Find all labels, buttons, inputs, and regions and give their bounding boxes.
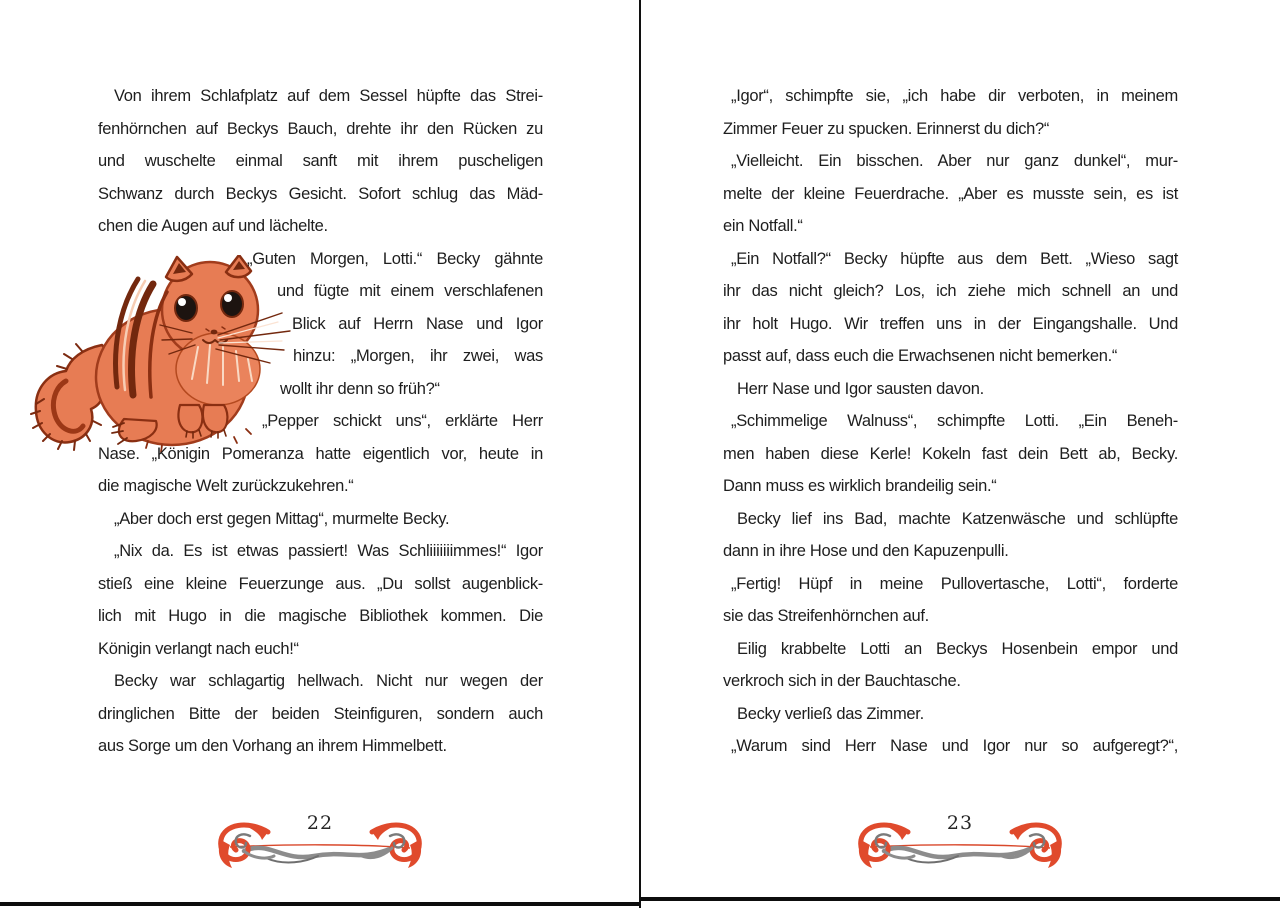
- text-line: „Igor“, schimpfte sie, „ich habe dir verboten, in meinem: [731, 87, 1178, 105]
- text-line: „Nix da. Es ist etwas passiert! Was Schliiiiiiimmes!“ Igor: [114, 542, 543, 560]
- text-line: Herr Nase und Igor sausten davon.: [737, 379, 984, 398]
- text-line: „Aber doch erst gegen Mittag“, murmelte Becky.: [114, 509, 450, 528]
- text-line: Blick auf Herrn Nase und Igor: [292, 314, 543, 333]
- text-line: Zimmer Feuer zu spucken. Erinnerst du dich?“: [723, 119, 1050, 138]
- text-line: Becky war schlagartig hellwach. Nicht nur wegen der: [114, 672, 543, 690]
- text-line: Dann muss es wirklich brandeilig sein.“: [723, 477, 997, 495]
- text-line: und wuschelte einmal sanft mit ihrem puscheligen: [98, 152, 543, 170]
- text-line: verkroch sich in der Bauchtasche.: [723, 672, 961, 690]
- bottom-edge-line-left: [0, 902, 640, 906]
- text-line: hinzu: „Morgen, ihr zwei, was: [293, 347, 543, 365]
- text-line: sie das Streifenhörnchen auf.: [723, 607, 929, 625]
- right-page-footer: [640, 806, 1280, 886]
- text-line: Von ihrem Schlafplatz auf dem Sessel hüpfte das Strei-: [114, 87, 543, 105]
- text-line: Becky lief ins Bad, machte Katzenwäsche und schlüpfte: [737, 509, 1178, 528]
- text-line: und fügte mit einem verschlafenen: [277, 282, 543, 300]
- text-line: men haben diese Kerle! Kokeln fast dein Bett ab, Becky.: [723, 444, 1178, 463]
- right-page-text-block: [723, 80, 1178, 763]
- text-line: aus Sorge um den Vorhang an ihrem Himmelbett.: [98, 737, 447, 755]
- left-page-text-block: [98, 80, 543, 763]
- text-line: „Ein Notfall?“ Becky hüpfte aus dem Bett. „Wieso sagt: [731, 249, 1178, 268]
- text-line: wollt ihr denn so früh?“: [280, 379, 440, 398]
- text-line: stieß eine kleine Feuerzunge aus. „Du sollst augenblick-: [98, 574, 543, 593]
- text-line: ihr das nicht gleich? Los, ich ziehe mich schnell an und: [723, 282, 1178, 300]
- text-line: Königin verlangt nach euch!“: [98, 639, 299, 658]
- text-line: „Fertig! Hüpf in meine Pullovertasche, Lotti“, forderte: [731, 574, 1178, 593]
- text-line: melte der kleine Feuerdrache. „Aber es musste sein, es ist: [723, 184, 1178, 203]
- text-line: Becky verließ das Zimmer.: [737, 704, 924, 723]
- text-line: „Pepper schickt uns“, erklärte Herr: [262, 412, 543, 430]
- text-line: ihr holt Hugo. Wir treffen uns in der Eingangshalle. Und: [723, 314, 1178, 333]
- text-line: Eilig krabbelte Lotti an Beckys Hosenbein empor und: [737, 639, 1178, 658]
- bottom-edge-line-right: [640, 897, 1280, 901]
- page-number-right: 23: [946, 812, 974, 834]
- text-line: dringlichen Bitte der beiden Steinfiguren, sondern auch: [98, 704, 543, 723]
- text-line: „Vielleicht. Ein bisschen. Aber nur ganz dunkel“, mur-: [731, 152, 1178, 170]
- text-line: passt auf, dass euch die Erwachsenen nicht bemerken.“: [723, 347, 1118, 365]
- text-line: dann in ihre Hose und den Kapuzenpulli.: [723, 542, 1009, 560]
- page-number-left: 22: [306, 812, 334, 834]
- text-line: „Schimmelige Walnuss“, schimpfte Lotti. „Ein Beneh-: [731, 412, 1178, 430]
- text-line: chen die Augen auf und lächelte.: [98, 217, 328, 235]
- text-line: Schwanz durch Beckys Gesicht. Sofort schlug das Mäd-: [98, 184, 543, 203]
- left-page-footer: [0, 806, 640, 886]
- text-line: fenhörnchen auf Beckys Bauch, drehte ihr den Rücken zu: [98, 119, 543, 138]
- book-page-right: [640, 0, 1280, 908]
- text-line: lich mit Hugo in die magische Bibliothek kommen. Die: [98, 607, 543, 625]
- text-line: die magische Welt zurückzukehren.“: [98, 477, 354, 495]
- page-gutter-divider: [639, 0, 641, 908]
- text-line: „Guten Morgen, Lotti.“ Becky gähnte: [247, 249, 543, 268]
- text-line: ein Notfall.“: [723, 217, 803, 235]
- text-line: „Warum sind Herr Nase und Igor nur so aufgeregt?“,: [731, 737, 1178, 755]
- text-line: Nase. „Königin Pomeranza hatte eigentlich vor, heute in: [98, 444, 543, 463]
